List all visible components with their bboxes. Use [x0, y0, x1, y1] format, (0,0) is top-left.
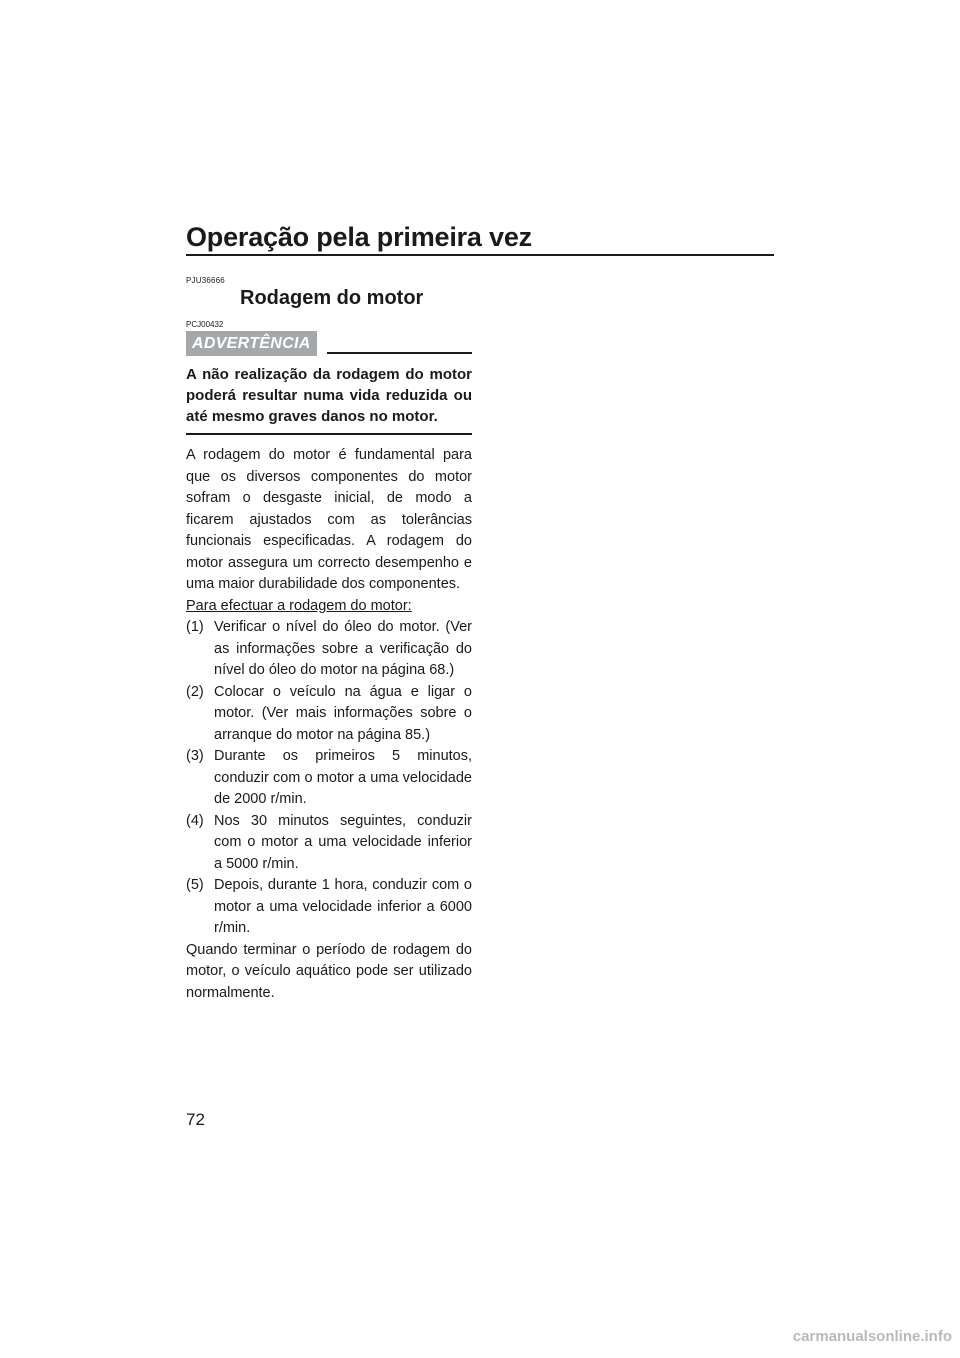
content-column — [186, 276, 472, 1004]
warning-rule — [327, 352, 472, 354]
steps-list — [186, 617, 472, 940]
step-number: (3) — [186, 748, 204, 764]
step-text: Verificar o nível do óleo do motor. (Ver as informações sobre a verificação do nível do óleo do motor na página 68.) — [214, 619, 472, 678]
list-item — [186, 811, 472, 876]
step-text: Depois, durante 1 hora, conduzir com o motor a uma velocidade inferior a 6000 r/min. — [214, 877, 472, 936]
step-number: (1) — [186, 619, 204, 635]
intro-paragraph: A rodagem do motor é fundamental para que os diversos componentes do motor sofram o desgaste inicial, de modo a ficarem ajustados com as tolerâncias funcionais especificadas. A rodagem do motor assegura um correcto desempenho e uma maior durabilidade dos componentes. — [186, 447, 472, 592]
procedure-title: Para efectuar a rodagem do motor: — [186, 597, 412, 614]
warning-header — [186, 331, 472, 356]
step-number: (4) — [186, 812, 204, 829]
list-item — [186, 682, 472, 747]
page-title: Operação pela primeira vez — [186, 222, 532, 252]
section-code: PJU36666 — [186, 276, 225, 285]
list-item — [186, 875, 472, 940]
list-item — [186, 617, 472, 682]
section-title: Rodagem do motor — [240, 287, 424, 309]
step-number: (2) — [186, 683, 204, 700]
page-number: 72 — [186, 1110, 205, 1129]
list-item — [186, 746, 472, 811]
header-rule — [186, 254, 774, 256]
warning-text: A não realização da rodagem do motor poderá resultar numa vida reduzida ou até mesmo graves danos no motor. — [186, 366, 472, 425]
warning-code: PCJ00432 — [186, 320, 224, 329]
step-number: (5) — [186, 877, 204, 893]
closing-paragraph: Quando terminar o período de rodagem do motor, o veículo aquático pode ser utilizado normalmente. — [186, 941, 472, 1001]
step-text: Colocar o veículo na água e ligar o motor. (Ver mais informações sobre o arranque do motor na página 85.) — [214, 683, 472, 743]
step-text: Durante os primeiros 5 minutos, conduzir com o motor a uma velocidade de 2000 r/min. — [214, 748, 472, 807]
warning-label: ADVERTÊNCIA — [186, 331, 317, 356]
step-text: Nos 30 minutos seguintes, conduzir com o motor a uma velocidade inferior a 5000 r/min. — [214, 812, 472, 872]
watermark: carmanualsonline.info — [792, 1328, 952, 1345]
warning-bottom-rule — [186, 433, 472, 435]
